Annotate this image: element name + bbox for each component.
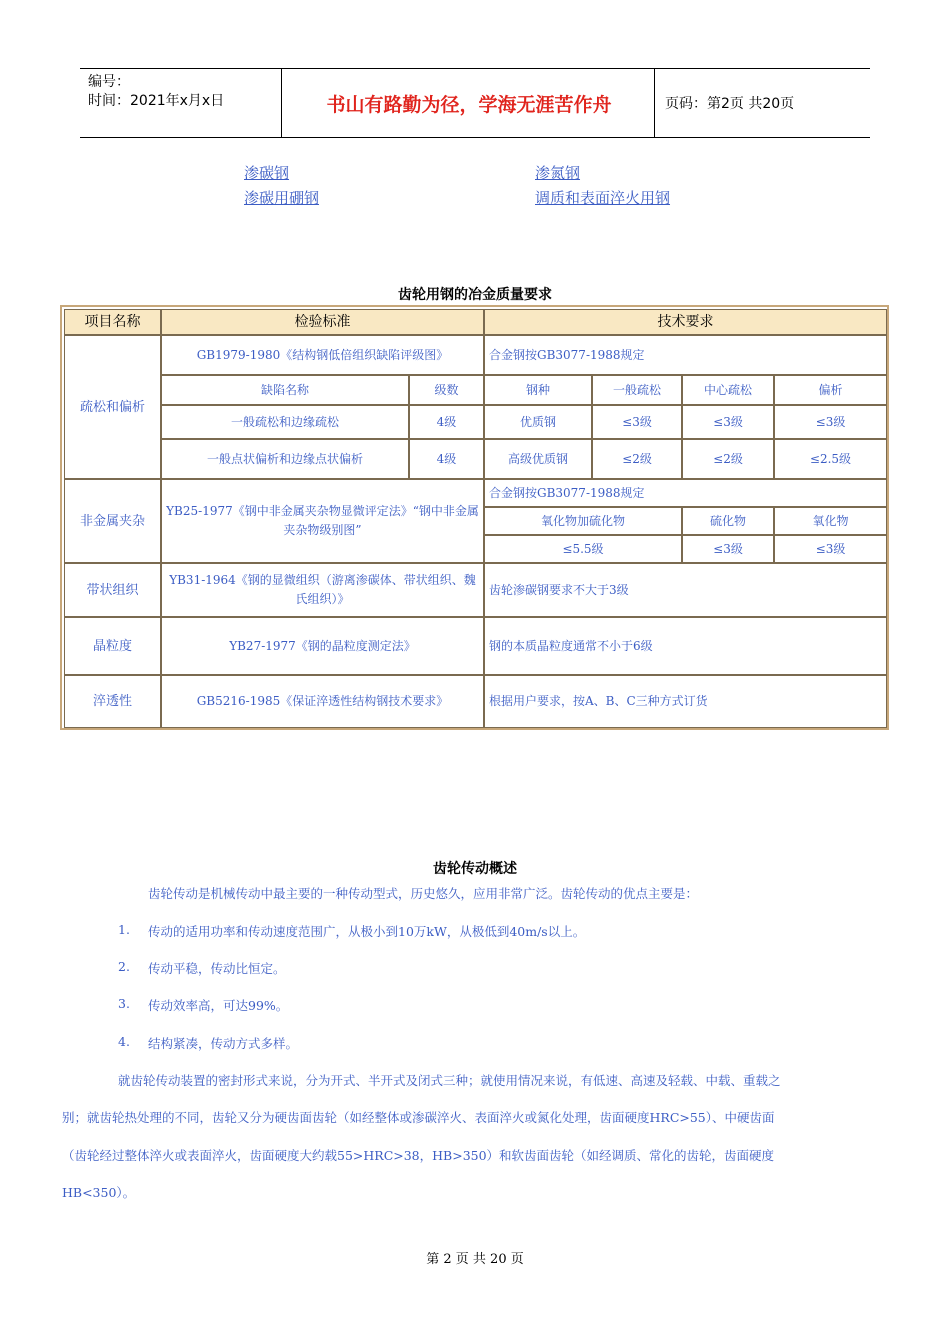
- loose-subheader: 偏析: [774, 375, 887, 405]
- header-left: [88, 73, 224, 111]
- hardenability-standard: GB5216-1985《保证淬透性结构钢技术要求》: [161, 675, 484, 728]
- loose-cell: 优质钢: [484, 405, 592, 439]
- number-label: 编号：: [88, 74, 130, 90]
- grain-requirement: 钢的本质晶粒度通常不小于6级: [484, 617, 887, 675]
- grain-standard: YB27-1977《钢的晶粒度测定法》: [161, 617, 484, 675]
- loose-standard: GB1979-1980《结构钢低倍组织缺陷评级图》: [161, 335, 484, 375]
- table-title: 齿轮用钢的冶金质量要求: [398, 287, 552, 303]
- loose-cell: ≤3级: [592, 405, 682, 439]
- inclusion-subheader: 氧化物加硫化物: [484, 507, 682, 535]
- inclusion-value: ≤3级: [682, 535, 774, 563]
- loose-cell: ≤2级: [682, 439, 774, 479]
- row-name-inclusion: 非金属夹杂: [64, 479, 161, 563]
- list-number: 4.: [118, 1034, 130, 1049]
- link-boron-carburizing-steel[interactable]: 渗碳用硼钢: [244, 189, 320, 207]
- link-quench-temper-steel[interactable]: 调质和表面淬火用钢: [535, 189, 671, 207]
- overview-intro: 齿轮传动是机械传动中最主要的一种传动型式，历史悠久，应用非常广泛。齿轮传动的优点主要是：: [148, 886, 699, 901]
- list-item: 传动平稳，传动比恒定。: [148, 961, 286, 976]
- list-number: 3.: [118, 996, 130, 1011]
- overview-title: 齿轮传动概述: [433, 861, 517, 877]
- row-name-loose: 疏松和偏析: [64, 335, 161, 479]
- inclusion-subheader: 氧化物: [774, 507, 887, 535]
- loose-cell: ≤3级: [774, 405, 887, 439]
- banded-standard: YB31-1964《钢的显微组织（游离渗碳体、带状组织、魏氏组织）》: [161, 563, 484, 617]
- list-number: 1.: [118, 922, 130, 937]
- row-name-grain: 晶粒度: [64, 617, 161, 675]
- inclusion-value: ≤5.5级: [484, 535, 682, 563]
- list-item: 结构紧凑，传动方式多样。: [148, 1036, 299, 1051]
- loose-subheader: 钢种: [484, 375, 592, 405]
- list-number: 2.: [118, 959, 130, 974]
- list-item: 传动效率高，可达99%。: [148, 998, 289, 1013]
- inclusion-value: ≤3级: [774, 535, 887, 563]
- header-divider: [654, 69, 655, 137]
- quality-table: [60, 305, 889, 730]
- inclusion-requirement: 合金钢按GB3077-1988规定: [484, 479, 887, 507]
- time-label: 时间：2021年x月x日: [88, 93, 225, 109]
- link-nitriding-steel[interactable]: 渗氮钢: [535, 164, 581, 182]
- page-footer: 第 2 页 共 20 页: [426, 1252, 524, 1267]
- loose-cell: 一般点状偏析和边缘点状偏析: [161, 439, 409, 479]
- banded-requirement: 齿轮渗碳钢要求不大于3级: [484, 563, 887, 617]
- loose-subheader: 一般疏松: [592, 375, 682, 405]
- table-header-cell: 技术要求: [484, 309, 887, 335]
- loose-subheader: 中心疏松: [682, 375, 774, 405]
- list-item: 传动的适用功率和传动速度范围广，从极小到10万kW，从极低到40m/s以上。: [148, 924, 586, 939]
- loose-cell: 高级优质钢: [484, 439, 592, 479]
- loose-cell: 一般疏松和边缘疏松: [161, 405, 409, 439]
- loose-cell: 4级: [409, 405, 484, 439]
- loose-cell: ≤2.5级: [774, 439, 887, 479]
- loose-subheader: 级数: [409, 375, 484, 405]
- body-line: （齿轮经过整体淬火或表面淬火，齿面硬度大约载55>HRC>38，HB>350）和软齿面齿轮（如经调质、常化的齿轮，齿面硬度: [62, 1148, 775, 1163]
- row-name-banded: 带状组织: [64, 563, 161, 617]
- table-header-cell: 项目名称: [64, 309, 161, 335]
- body-line: HB<350）。: [62, 1185, 136, 1200]
- inclusion-subheader: 硫化物: [682, 507, 774, 535]
- loose-cell: ≤2级: [592, 439, 682, 479]
- link-carburizing-steel[interactable]: 渗碳钢: [244, 164, 290, 182]
- body-line: 别；就齿轮热处理的不同，齿轮又分为硬齿面齿轮（如经整体或渗碳淬火、表面淬火或氮化处理，齿面硬度HRC>55）、中硬齿面: [62, 1110, 775, 1125]
- body-line: 就齿轮传动装置的密封形式来说，分为开式、半开式及闭式三种；就使用情况来说，有低速、高速及轻载、中载、重载之: [118, 1073, 781, 1088]
- header-page-info: 页码：第2页 共20页: [665, 96, 795, 112]
- page-header: [80, 68, 870, 138]
- table-header-cell: 检验标准: [161, 309, 484, 335]
- header-motto: 书山有路勤为径，学海无涯苦作舟: [326, 93, 612, 116]
- loose-requirement: 合金钢按GB3077-1988规定: [484, 335, 887, 375]
- row-name-hardenability: 淬透性: [64, 675, 161, 728]
- loose-subheader: 缺陷名称: [161, 375, 409, 405]
- hardenability-requirement: 根据用户要求，按A、B、C三种方式订货: [484, 675, 887, 728]
- loose-cell: 4级: [409, 439, 484, 479]
- header-divider: [281, 69, 282, 137]
- loose-cell: ≤3级: [682, 405, 774, 439]
- inclusion-standard: YB25-1977《钢中非金属夹杂物显微评定法》“钢中非金属夹杂物级别图”: [161, 479, 484, 563]
